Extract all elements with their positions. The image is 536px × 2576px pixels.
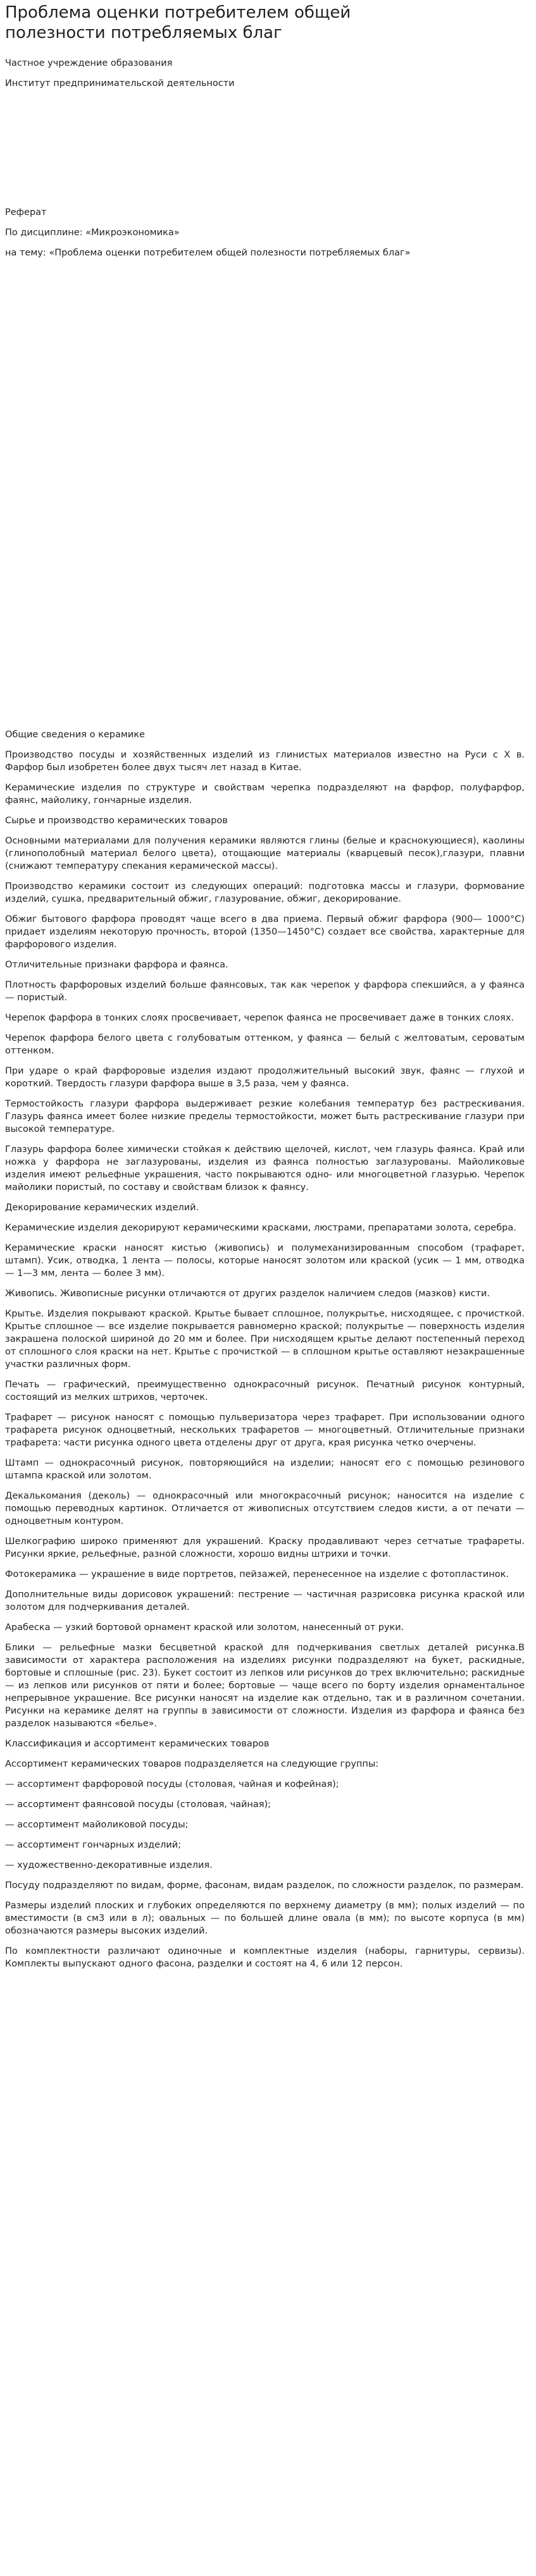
paragraph: Общие сведения о керамике (5, 730, 145, 740)
paragraph: Глазурь фарфора более химически стойкая к действию щелочей, кислот, чем глазурь фаянса. Край или ножка у фарфора не заглазурованы, изделия из фаянса полностью заглазурованы. Майоликовые изделия имеют рельефные украшения, часто покрываются одно- или многоцветной глазурью. Черепок майолики пористый, по составу и свойствам близок к фаянсу. (5, 1144, 525, 1193)
paragraph: Керамические изделия декорируют керамическими красками, люстрами, препаратами золота, серебра. (5, 1223, 516, 1233)
paragraph: Ассортимент керамических товаров подразделяется на следующие группы: (5, 1759, 379, 1769)
paragraph: Живопись. Живописные рисунки отличаются от других разделок наличием следов (мазков) кисти. (5, 1289, 490, 1299)
paragraph: Черепок фарфора белого цвета с голубоватым оттенком, у фаянса — белый с желтоватым, серовaтым оттенком. (5, 1033, 525, 1056)
paragraph: Трафарет — рисунок наносят с помощью пульверизатора через трафарет. При использовании одного трафарета рисунок одноцветный, нескольких трафаретов — многоцветный. Отличительные признаки трафарета: части рисунка одного цвета отделены друг от друга, края рисунка четко очерчены. (5, 1413, 525, 1448)
paragraph: Размеры изделий плоских и глубоких определяются по верхнему диаметру (в мм); полых изделий — по вместимости (в см3 или в л); овальных — по большей длине овала (в мм); по высоте корпуса (в мм) обозначаются размеры высоких изделий. (5, 1901, 525, 1936)
paragraph: Производство керамики состоит из следующих операций: подготовка массы и глазури, формование изделий, сушка, предварительный обжиг, глазурование, обжиг, декорирование. (5, 881, 525, 904)
paragraph: Плотность фарфоровых изделий больше фаянсовых, так как черепок у фарфора спекшийся, а у фаянса — пористый. (5, 980, 525, 1003)
paragraph: Классификация и ассортимент керамических товаров (5, 1739, 270, 1749)
paragraph: Черепок фарфора в тонких слоях просвечивает, черепок фаянса не просвечивает даже в тонких слоях. (5, 1013, 514, 1023)
paragraph: Дополнительные виды дорисовок украшений: пестрение — частичная разрисовка рисунка краской или золотом для подчеркивания деталей. (5, 1590, 525, 1612)
paragraph: — художественно-декоративные изделия. (5, 1860, 213, 1870)
paragraph: — ассортимент майоликовой посуды; (5, 1820, 189, 1830)
paragraph: При ударе о край фарфоровые изделия издают продолжительный высокий звук, фаянс — глухой и короткий. Твердость глазури фарфора выше в 3,5 раза, чем у фаянса. (5, 1066, 525, 1089)
paragraph: — ассортимент фарфоровой посуды (столовая, чайная и кофейная); (5, 1779, 339, 1789)
paragraph: Керамические краски наносят кистью (живопись) и полумеханизированным способом (трафарет, штамп). Усик, отводка, 1 лента — полосы, которые наносят золотом или краской (усик — 1 мм, отводка — 1—3 мм, лента — более 3 мм). (5, 1243, 525, 1279)
page-title: Проблема оценки потребителем общей полезности потребляемых благ (5, 3, 351, 42)
paragraph: Посуду подразделяют по видам, форме, фасонам, видам разделок, по сложности разделок, по размерам. (5, 1880, 524, 1891)
doc-type: Реферат (5, 207, 47, 218)
topic: на тему: «Проблема оценки потребителем общей полезности потребляемых благ» (5, 248, 411, 258)
paragraph: Сырье и производство керамических товаров (5, 816, 228, 826)
paragraph: Отличительные признаки фарфора и фаянса. (5, 960, 228, 970)
org-line-1: Частное учреждение образования (5, 58, 173, 68)
paragraph: — ассортимент гончарных изделий; (5, 1840, 182, 1850)
paragraph: Термостойкость глазури фарфора выдерживает резкие колебания температур без растрескивания. Глазурь фаянса имеет более низкие пределы термостойкости, может быть растрескивание глазури при высокой температуре. (5, 1099, 525, 1134)
paragraph: Основными материалами для получения керамики являются глины (белые и краснокующиеся), каолины (глинополобный материал белого цвета), отощающие материалы (кварцевый песок),глазури, плавни (снижают температуру спекания керамической массы). (5, 836, 525, 871)
paragraph: Декорирование керамических изделий. (5, 1203, 199, 1213)
paragraph: — ассортимент фаянсовой посуды (столовая, чайная); (5, 1800, 271, 1810)
paragraph: Арабеска — узкий бортовой орнамент краской или золотом, нанесенный от руки. (5, 1622, 404, 1633)
document-body (0, 43, 536, 1970)
paragraph-list (5, 728, 525, 1970)
org-line-2: Институт предпринимательской деятельности (5, 78, 235, 89)
paragraph: Печать — графический, преимущественно однокрасочный рисунок. Печатный рисунок контурный, состоящий из мелких штрихов, черточек. (5, 1380, 525, 1402)
paragraph: Производство посуды и хозяйственных изделий из глинистых материалов известно на Руси с X в. Фарфор был изобретен более двух тысяч лет назад в Китае. (5, 750, 525, 773)
paragraph: Обжиг бытового фарфора проводят чаще всего в два приема. Первый обжиг фарфора (900— 1000°С) придает изделиям некоторую прочность, второй (1350—1450°С) создает все свойства, характерные для фарфорового изделия. (5, 914, 525, 950)
paragraph: Фотокерамика — украшение в виде портретов, пейзажей, перенесенное на изделие с фотопластинок. (5, 1569, 509, 1579)
discipline: По дисциплине: «Микроэкономика» (5, 228, 180, 238)
paragraph: Блики — рельефные мазки бесцветной краской для подчеркивания светлых деталей рисунка.В зависимости от характера расположения на изделиях рисунки подразделяют на букет, раскидные, бортовые и сплошные (рис. 23). Букет состоит из лепков или рисунков до трех включительно; раскидные — из лепков или рисунков от пяти и более; бортовые — чаще всего по борту изделия орнаментальное непрерывное украшение. Все рисунки наносят на изделие как отдельно, так и в различном сочетании. Рисунки на керамике делят на группы в зависимости от сложности. Изделия из фарфора и фаянса без разделок называются «белье». (5, 1643, 525, 1729)
paragraph: Шелкографию широко применяют для украшений. Краску продавливают через сетчатые трафареты. Рисунки яркие, рельефные, разной сложности, хорошо видны штрихи и точки. (5, 1536, 525, 1559)
paragraph: По комплектности различают одиночные и комплектные изделия (наборы, гарнитуры, сервизы). Комплекты выпускают одного фасона, разделки и состоят на 4, 6 или 12 персон. (5, 1946, 525, 1969)
paragraph: Декалькомания (деколь) — однокрасочный или многокрасочный рисунок; наносится на изделие с помощью переводных картинок. Отличается от живописных отсутствием следов кисти, а от печати — одноцветным контуром. (5, 1491, 525, 1526)
paragraph: Крытье. Изделия покрывают краской. Крытье бывает сплошное, полукрытье, нисходящее, с прочисткой. Крытье сплошное — все изделие покрывается равномерно краской; полукрытье — поверхность изделия закрашена полоской шириной до 20 мм и более. При нисходящем крытье делают постепенный переход от сплошного слоя краски на нет. Крытье с прочисткой — в сплошном крытье оставляют незакрашенные участки различных форм. (5, 1309, 525, 1370)
paragraph: Керамические изделия по структуре и свойствам черепка подразделяют на фарфор, полуфарфор, фаянс, майолику, гончарные изделия. (5, 783, 525, 806)
paragraph: Штамп — однокрасочный рисунок, повторяющийся на изделии; наносят его с помощью резинового штампа краской или золотом. (5, 1458, 525, 1481)
